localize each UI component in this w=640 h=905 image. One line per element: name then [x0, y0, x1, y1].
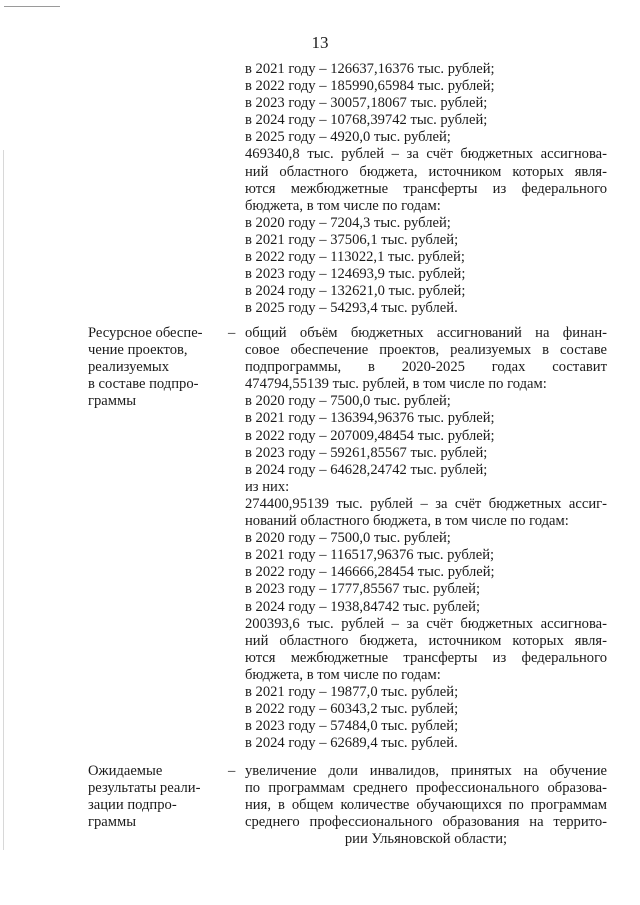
- text-line: по программам среднего профессионального образова-: [245, 780, 607, 797]
- text-line: в 2020 году – 7204,3 тыс. рублей;: [245, 214, 451, 231]
- text-line: 469340,8 тыс. рублей – за счёт бюджетных ассигнова-: [245, 146, 607, 163]
- label-line: в составе подпро-: [88, 376, 199, 393]
- text-line: нований областного бюджета, в том числе по годам:: [245, 513, 569, 530]
- dash-separator: –: [228, 325, 236, 341]
- text-line: в 2022 году – 60343,2 тыс. рублей;: [245, 701, 459, 718]
- resource-label: [88, 325, 228, 410]
- dash-separator: –: [228, 763, 236, 779]
- text-line: бюджета, в том числе по годам:: [245, 666, 441, 683]
- text-line: 200393,6 тыс. рублей – за счёт бюджетных ассигнова-: [245, 615, 607, 632]
- text-line: в 2024 году – 132621,0 тыс. рублей;: [245, 283, 466, 300]
- results-lines: [245, 763, 607, 848]
- text-line: общий объём бюджетных ассигнований на финан-: [245, 325, 607, 341]
- text-line: в 2022 году – 185990,65984 тыс. рублей;: [245, 78, 495, 95]
- text-line: в 2024 году – 10768,39742 тыс. рублей;: [245, 112, 488, 129]
- label-line: Ресурсное обеспе-: [88, 325, 203, 341]
- text-line: в 2021 году – 37506,1 тыс. рублей;: [245, 231, 459, 248]
- continuation-lines: [245, 61, 607, 317]
- text-line: в 2024 году – 64628,24742 тыс. рублей;: [245, 461, 488, 478]
- text-line: в 2023 году – 59261,85567 тыс. рублей;: [245, 444, 488, 461]
- scan-artifact-left-edge: [3, 150, 4, 850]
- text-line: рии Ульяновской области;: [344, 831, 508, 848]
- label-line: чение проектов,: [88, 342, 188, 359]
- text-line: в 2022 году – 146666,28454 тыс. рублей;: [245, 564, 495, 581]
- text-line: в 2025 году – 4920,0 тыс. рублей;: [245, 129, 451, 146]
- text-line: в 2020 году – 7500,0 тыс. рублей;: [245, 393, 451, 410]
- text-line: в 2023 году – 57484,0 тыс. рублей;: [245, 718, 459, 735]
- text-line: в 2022 году – 113022,1 тыс. рублей;: [245, 249, 465, 266]
- label-line: зации подпро-: [88, 797, 177, 814]
- label-line: граммы: [88, 393, 137, 410]
- text-line: в 2021 году – 126637,16376 тыс. рублей;: [245, 61, 495, 77]
- text-line: в 2021 году – 116517,96376 тыс. рублей;: [245, 547, 495, 564]
- text-line: совое обеспечение проектов, реализуемых в составе: [245, 342, 607, 359]
- text-line: в 2023 году – 30057,18067 тыс. рублей;: [245, 95, 488, 112]
- text-line: в 2025 году – 54293,4 тыс. рублей.: [245, 300, 458, 317]
- text-line: ний областного бюджета, источником которых явля-: [245, 632, 607, 649]
- text-line: в 2021 году – 136394,96376 тыс. рублей;: [245, 410, 495, 427]
- text-line: ния, в общем количестве обучающихся по программам: [245, 797, 607, 814]
- text-line: ются межбюджетные трансферты из федерального: [245, 649, 607, 666]
- results-label: [88, 763, 228, 831]
- text-line: из них:: [245, 478, 290, 495]
- text-line: в 2023 году – 124693,9 тыс. рублей;: [245, 266, 466, 283]
- text-line: в 2021 году – 19877,0 тыс. рублей;: [245, 683, 459, 700]
- text-line: 274400,95139 тыс. рублей – за счёт бюджетных ассиг-: [245, 495, 607, 512]
- text-line: подпрограммы, в 2020-2025 годах составит: [245, 359, 607, 376]
- text-line: бюджета, в том числе по годам:: [245, 197, 441, 214]
- text-line: в 2023 году – 1777,85567 тыс. рублей;: [245, 581, 481, 598]
- text-line: среднего профессионального образования на террито-: [245, 814, 607, 831]
- text-line: в 2024 году – 1938,84742 тыс. рублей;: [245, 598, 481, 615]
- text-line: в 2024 году – 62689,4 тыс. рублей.: [245, 735, 458, 752]
- resource-lines: [245, 325, 607, 752]
- text-line: ний областного бюджета, источником которых явля-: [245, 163, 607, 180]
- text-line: увеличение доли инвалидов, принятых на обучение: [245, 763, 607, 779]
- label-line: Ожидаемые: [88, 763, 163, 779]
- label-line: результаты реали-: [88, 780, 201, 797]
- text-line: ются межбюджетные трансферты из федерального: [245, 180, 607, 197]
- page-number: 13: [311, 33, 329, 52]
- text-line: в 2022 году – 207009,48454 тыс. рублей;: [245, 427, 495, 444]
- scan-artifact-top-left: [4, 6, 60, 7]
- label-line: реализуемых: [88, 359, 170, 376]
- text-line: в 2020 году – 7500,0 тыс. рублей;: [245, 530, 451, 547]
- text-line: 474794,55139 тыс. рублей, в том числе по годам:: [245, 376, 547, 393]
- label-line: граммы: [88, 814, 137, 831]
